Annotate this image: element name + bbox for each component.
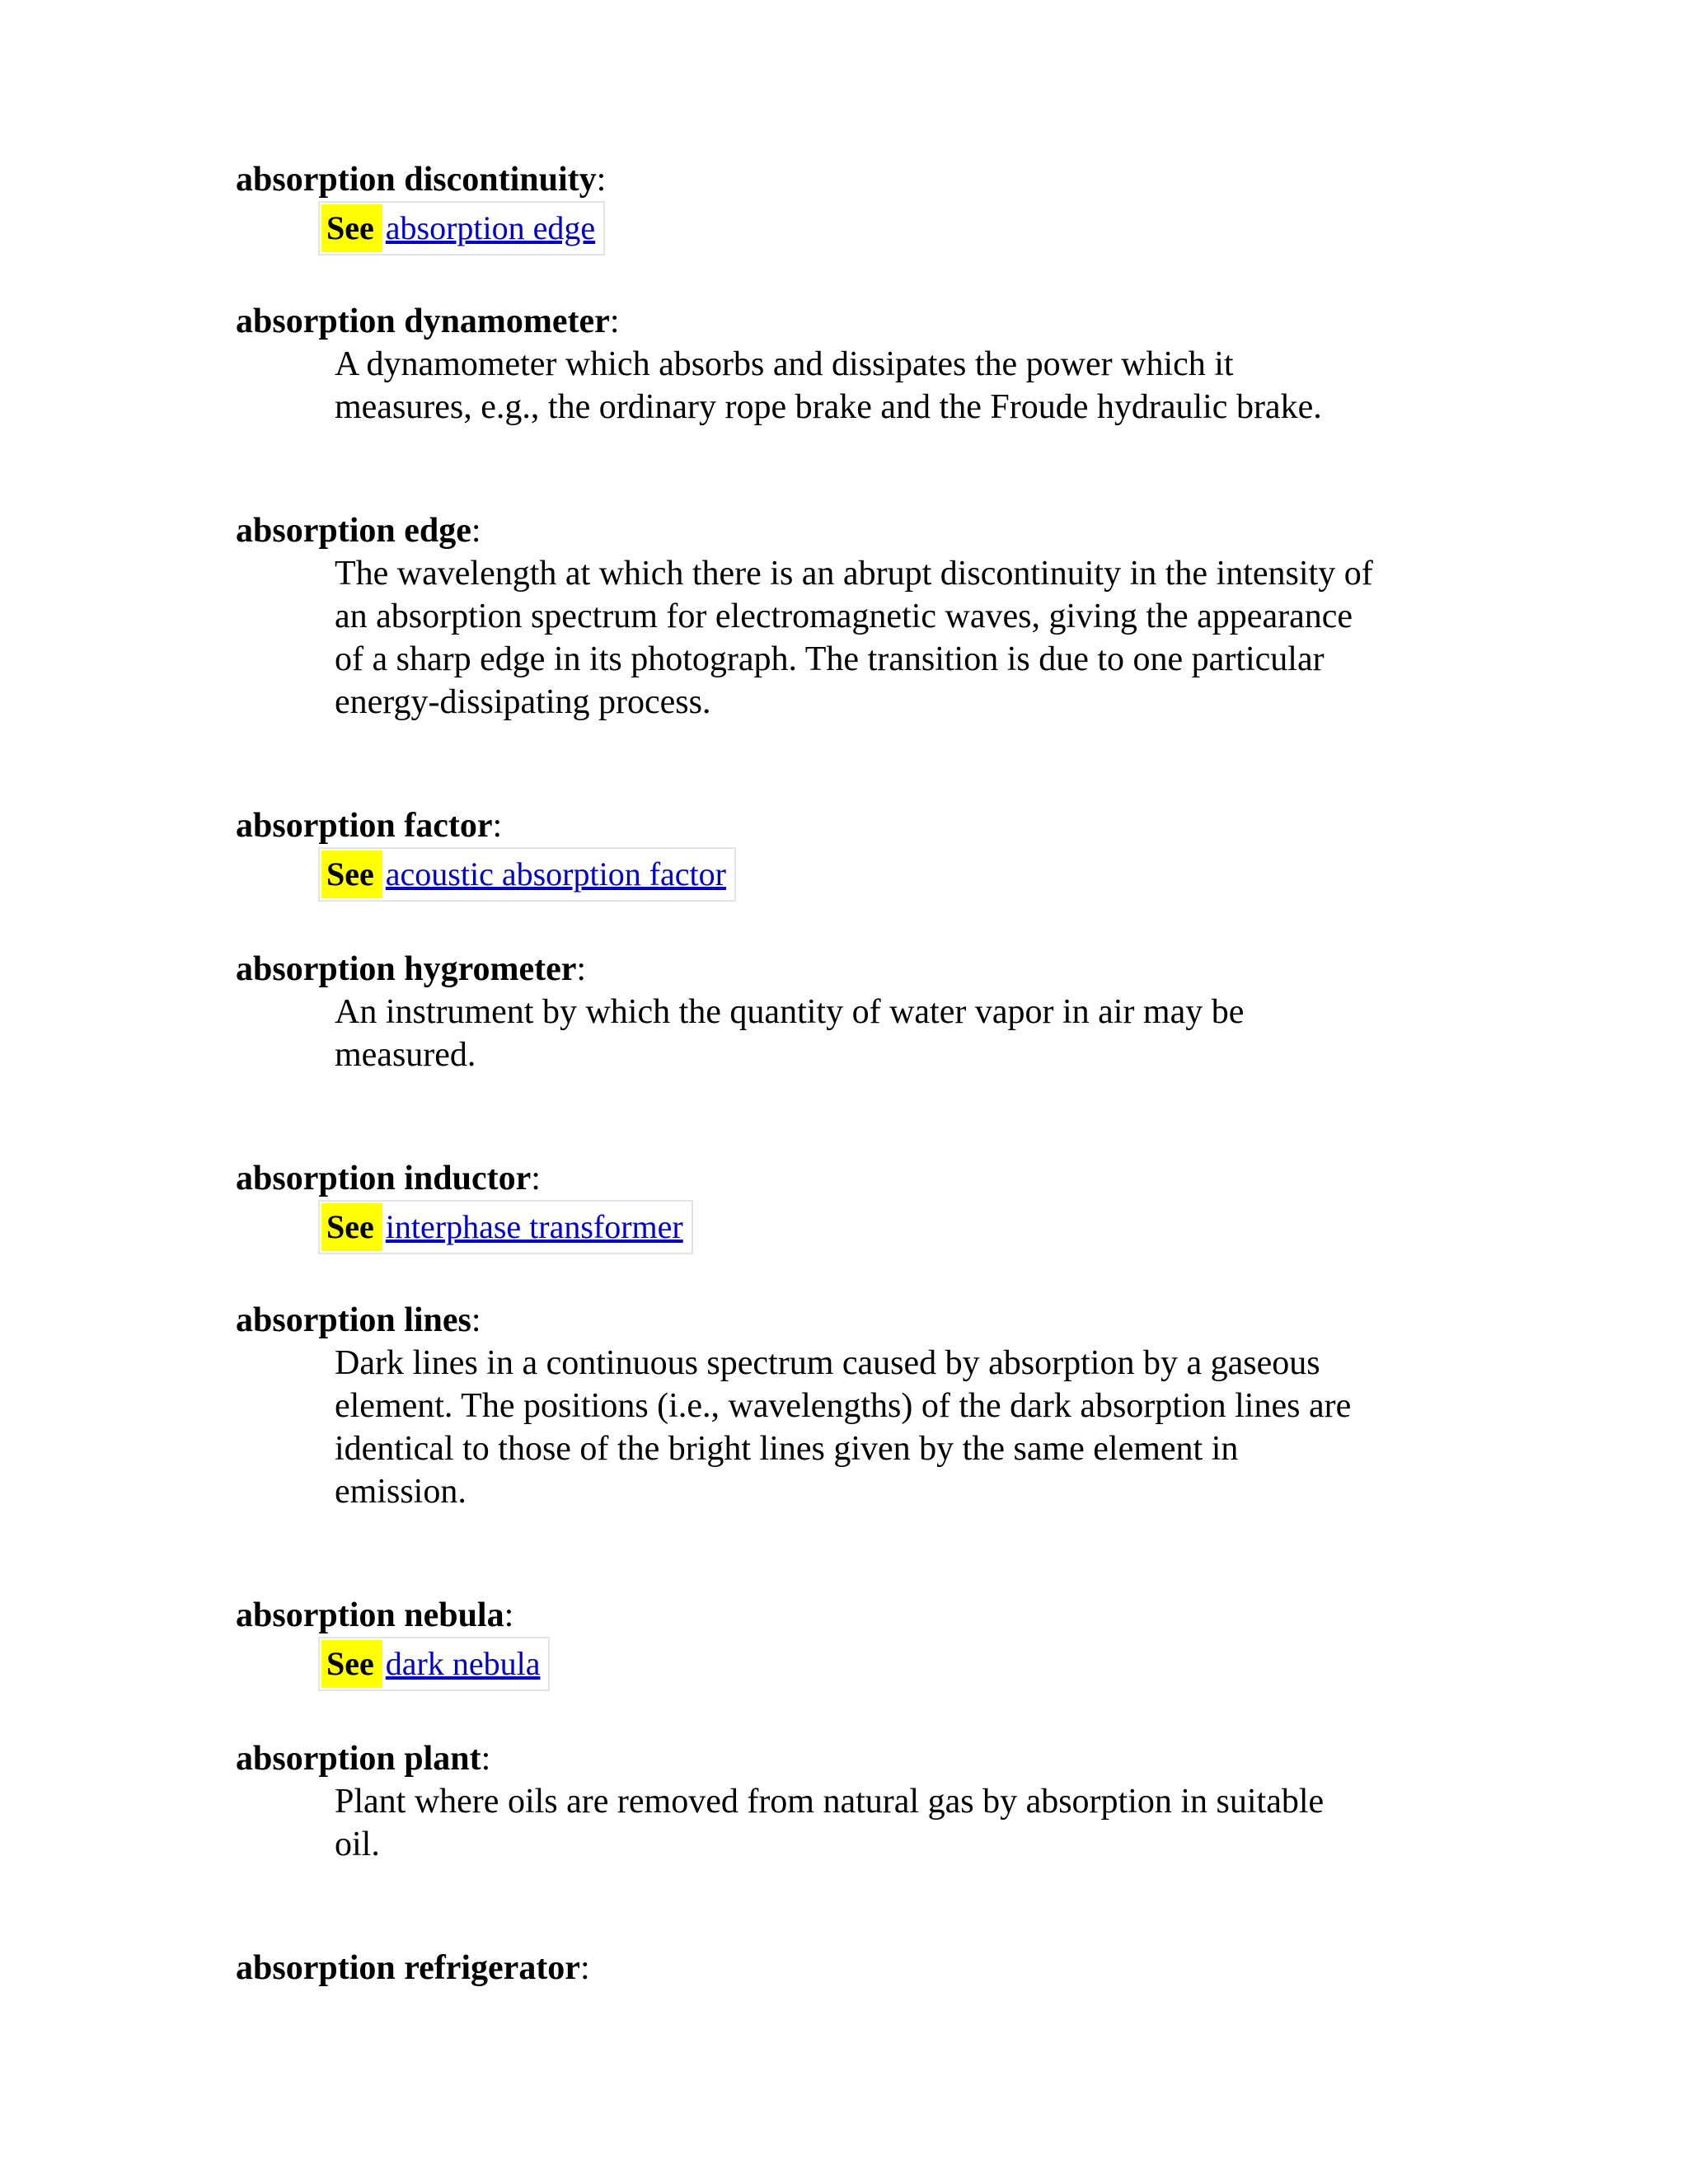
definition-line: The wavelength at which there is an abrupt discontinuity in the intensity of [335, 555, 1373, 593]
entry-term-line: absorption nebula: [236, 1596, 514, 1634]
definition-line: energy-dissipating process. [335, 683, 711, 721]
entry-term-line: absorption hygrometer: [236, 950, 587, 988]
glossary-entry [236, 1299, 1472, 1513]
definition-line: an absorption spectrum for electromagnetic waves, giving the appearance [335, 598, 1353, 635]
see-link[interactable]: dark nebula [385, 1645, 541, 1682]
entry-term: absorption inductor [236, 1160, 532, 1197]
definition-line: Plant where oils are removed from natural gas by absorption in suitable [335, 1783, 1325, 1821]
see-label: See [321, 851, 382, 898]
entry-definition [335, 343, 1489, 429]
entry-term: absorption lines [236, 1301, 471, 1339]
entry-definition [335, 1342, 1489, 1513]
definition-line: emission. [335, 1473, 467, 1511]
entry-term-line: absorption inductor: [236, 1160, 541, 1197]
entry-term: absorption dynamometer [236, 302, 610, 340]
glossary-entry [236, 1737, 1472, 1866]
entry-term-line: absorption lines: [236, 1301, 481, 1339]
glossary-entry [236, 948, 1472, 1076]
definition-line: An instrument by which the quantity of water vapor in air may be [335, 993, 1245, 1031]
definition-line: oil. [335, 1825, 380, 1863]
see-reference [318, 1200, 693, 1254]
definition-line: of a sharp edge in its photograph. The transition is due to one particular [335, 640, 1325, 678]
entry-term-line: absorption dynamometer: [236, 302, 620, 340]
definition-line: measured. [335, 1036, 476, 1074]
entry-term: absorption hygrometer [236, 950, 577, 988]
entry-definition [335, 991, 1489, 1076]
entry-term: absorption factor [236, 807, 493, 845]
entry-term-line: absorption factor: [236, 807, 503, 845]
entry-term: absorption edge [236, 512, 471, 550]
entry-term-line: absorption edge: [236, 512, 481, 550]
entry-term-line: absorption plant: [236, 1740, 491, 1778]
entry-term: absorption refrigerator [236, 1949, 580, 1987]
entry-definition [335, 1780, 1489, 1866]
see-label: See [321, 1640, 382, 1688]
see-link[interactable]: interphase transformer [385, 1208, 683, 1245]
definition-line: measures, e.g., the ordinary rope brake and the Froude hydraulic brake. [335, 388, 1322, 426]
glossary-entry [236, 804, 1472, 902]
glossary-entry [236, 1947, 1472, 1990]
definition-line: A dynamometer which absorbs and dissipates the power which it [335, 345, 1234, 383]
see-link[interactable]: absorption edge [385, 209, 596, 246]
definition-line: identical to those of the bright lines given by the same element in [335, 1430, 1239, 1468]
entry-term: absorption nebula [236, 1596, 504, 1634]
see-reference [318, 847, 736, 902]
glossary-entry [236, 1157, 1472, 1254]
entry-term: absorption plant [236, 1740, 481, 1778]
glossary-entry [236, 300, 1472, 429]
glossary-entry [236, 158, 1472, 255]
entry-term-line: absorption refrigerator: [236, 1949, 590, 1987]
definition-line: Dark lines in a continuous spectrum caused by absorption by a gaseous [335, 1344, 1320, 1382]
entry-definition [335, 552, 1489, 724]
see-link[interactable]: acoustic absorption factor [385, 855, 726, 893]
see-reference [318, 201, 605, 255]
glossary-entry [236, 1594, 1472, 1691]
entry-term-line: absorption discontinuity: [236, 161, 607, 199]
see-reference [318, 1637, 550, 1691]
see-label: See [321, 1203, 382, 1251]
entry-term: absorption discontinuity [236, 161, 597, 199]
see-label: See [321, 204, 382, 252]
definition-line: element. The positions (i.e., wavelengths) of the dark absorption lines are [335, 1387, 1352, 1425]
glossary-entry [236, 509, 1472, 724]
